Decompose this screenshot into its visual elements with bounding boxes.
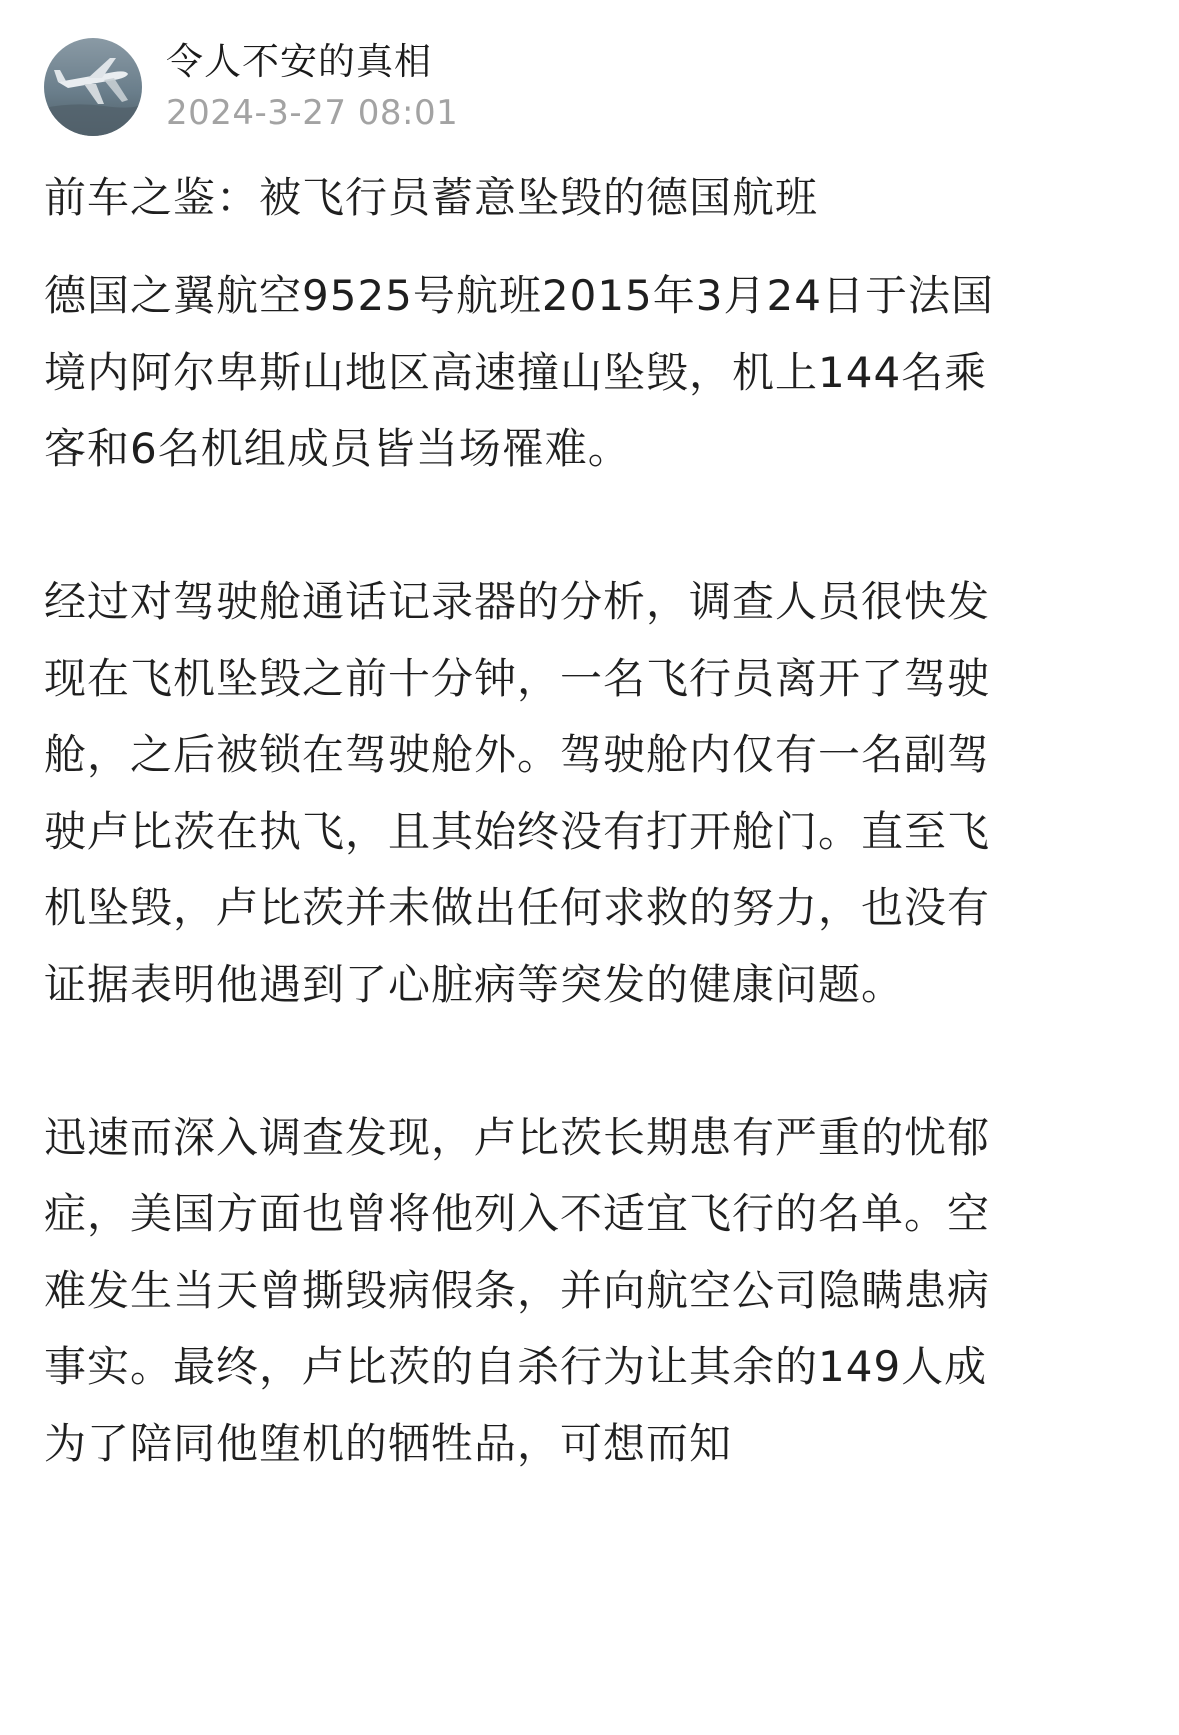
- post-timestamp: 2024-3-27 08:01: [166, 93, 459, 133]
- post-title: 前车之鉴：被飞行员蓄意坠毁的德国航班: [44, 173, 819, 222]
- author-avatar[interactable]: [44, 38, 142, 136]
- author-name[interactable]: 令人不安的真相: [166, 40, 432, 83]
- airplane-avatar-icon: [44, 38, 142, 136]
- paragraph-1: 德国之翼航空9525号航班2015年3月24日于法国境内阿尔卑斯山地区高速撞山坠毁，机上144名乘客和6名机组成员皆当场罹难。: [44, 271, 994, 473]
- post-body: [44, 258, 1016, 1559]
- post-header: [44, 38, 458, 136]
- author-meta: [166, 38, 458, 136]
- paragraph-3: 迅速而深入调查发现，卢比茨长期患有严重的忧郁症，美国方面也曾将他列入不适宜飞行的名单。空难发生当天曾撕毁病假条，并向航空公司隐瞒患病事实。最终，卢比茨的自杀行为让其余的149人成为了陪同他堕机的牺牲品，可想而知: [44, 1112, 991, 1468]
- paragraph-2: 经过对驾驶舱通话记录器的分析，调查人员很快发现在飞机坠毁之前十分钟，一名飞行员离开了驾驶舱，之后被锁在驾驶舱外。驾驶舱内仅有一名副驾驶卢比茨在执飞，且其始终没有打开舱门。直至飞机坠毁，卢比茨并未做出任何求救的努力，也没有证据表明他遇到了心脏病等突发的健康问题。: [44, 577, 991, 1009]
